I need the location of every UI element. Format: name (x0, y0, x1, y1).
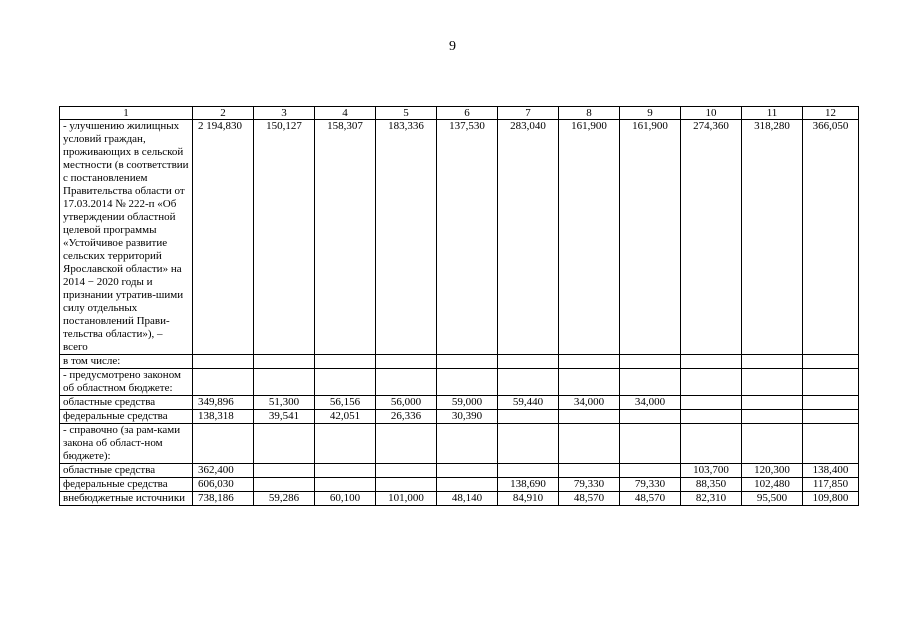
value-cell: 318,280 (742, 120, 803, 355)
column-number: 11 (742, 107, 803, 120)
value-cell (620, 464, 681, 478)
value-cell (803, 410, 859, 424)
budget-table (59, 106, 859, 506)
value-cell: 79,330 (620, 478, 681, 492)
column-number: 7 (498, 107, 559, 120)
value-cell: 362,400 (193, 464, 254, 478)
value-cell: 48,570 (620, 492, 681, 506)
value-cell: 60,100 (315, 492, 376, 506)
value-cell: 137,530 (437, 120, 498, 355)
value-cell: 109,800 (803, 492, 859, 506)
value-cell (437, 369, 498, 396)
value-cell: 274,360 (681, 120, 742, 355)
value-cell (315, 355, 376, 369)
value-cell (559, 355, 620, 369)
value-cell (742, 396, 803, 410)
value-cell (193, 424, 254, 464)
value-cell (803, 355, 859, 369)
value-cell (315, 369, 376, 396)
value-cell (742, 355, 803, 369)
column-number: 12 (803, 107, 859, 120)
column-number: 4 (315, 107, 376, 120)
value-cell (437, 478, 498, 492)
value-cell (498, 369, 559, 396)
value-cell (437, 424, 498, 464)
column-number: 10 (681, 107, 742, 120)
value-cell: 138,318 (193, 410, 254, 424)
value-cell (742, 410, 803, 424)
value-cell: 59,440 (498, 396, 559, 410)
value-cell: 101,000 (376, 492, 437, 506)
column-number: 9 (620, 107, 681, 120)
value-cell: 738,186 (193, 492, 254, 506)
value-cell: 51,300 (254, 396, 315, 410)
value-cell: 283,040 (498, 120, 559, 355)
value-cell: 161,900 (559, 120, 620, 355)
value-cell (315, 478, 376, 492)
value-cell: 117,850 (803, 478, 859, 492)
row-label: областные средства (60, 396, 193, 410)
row-label: областные средства (60, 464, 193, 478)
value-cell: 59,286 (254, 492, 315, 506)
value-cell (742, 424, 803, 464)
value-cell (254, 478, 315, 492)
value-cell (559, 424, 620, 464)
table-row (60, 478, 859, 492)
value-cell (315, 424, 376, 464)
value-cell: 120,300 (742, 464, 803, 478)
value-cell: 158,307 (315, 120, 376, 355)
page-number: 9 (449, 39, 456, 54)
value-cell (254, 424, 315, 464)
table-row (60, 492, 859, 506)
value-cell (193, 369, 254, 396)
value-cell: 82,310 (681, 492, 742, 506)
value-cell: 84,910 (498, 492, 559, 506)
value-cell: 606,030 (193, 478, 254, 492)
row-label: внебюджетные источники (60, 492, 193, 506)
column-number: 3 (254, 107, 315, 120)
table-body (60, 120, 859, 506)
table-row (60, 424, 859, 464)
value-cell (437, 355, 498, 369)
value-cell (681, 355, 742, 369)
value-cell (376, 464, 437, 478)
row-label: - справочно (за рам-ками закона об област-ном бюджете): (60, 424, 193, 464)
value-cell: 34,000 (620, 396, 681, 410)
value-cell (620, 424, 681, 464)
value-cell (803, 369, 859, 396)
value-cell: 95,500 (742, 492, 803, 506)
value-cell: 138,400 (803, 464, 859, 478)
column-number: 8 (559, 107, 620, 120)
column-number: 5 (376, 107, 437, 120)
value-cell (376, 369, 437, 396)
table-row (60, 396, 859, 410)
value-cell (681, 410, 742, 424)
value-cell (376, 355, 437, 369)
value-cell (803, 396, 859, 410)
row-label: федеральные средства (60, 478, 193, 492)
value-cell: 103,700 (681, 464, 742, 478)
value-cell: 34,000 (559, 396, 620, 410)
value-cell: 88,350 (681, 478, 742, 492)
value-cell (254, 355, 315, 369)
value-cell (254, 464, 315, 478)
row-label: - улучшению жилищных условий граждан, проживающих в сельской местности (в соответствии с постановлением Правительства области от 17.03.2014 № 222-п «Об утверждении областной целевой программы «Устойчивое развитие сельских территорий Ярославской области» на 2014 − 2020 годы и признании утратив-шими силу отдельных постановлений Прави-тельства области»), – всего (60, 120, 193, 355)
value-cell: 366,050 (803, 120, 859, 355)
value-cell: 150,127 (254, 120, 315, 355)
value-cell: 56,000 (376, 396, 437, 410)
value-cell: 183,336 (376, 120, 437, 355)
value-cell: 138,690 (498, 478, 559, 492)
value-cell (803, 424, 859, 464)
value-cell (559, 410, 620, 424)
value-cell: 39,541 (254, 410, 315, 424)
value-cell (681, 424, 742, 464)
value-cell (193, 355, 254, 369)
value-cell: 161,900 (620, 120, 681, 355)
value-cell: 48,570 (559, 492, 620, 506)
table-row (60, 410, 859, 424)
value-cell (498, 424, 559, 464)
value-cell: 26,336 (376, 410, 437, 424)
value-cell (315, 464, 376, 478)
value-cell (620, 410, 681, 424)
value-cell: 349,896 (193, 396, 254, 410)
value-cell: 2 194,830 (193, 120, 254, 355)
value-cell (620, 369, 681, 396)
value-cell (681, 369, 742, 396)
table-row (60, 369, 859, 396)
column-number: 6 (437, 107, 498, 120)
table-row (60, 120, 859, 355)
row-label: федеральные средства (60, 410, 193, 424)
column-number: 2 (193, 107, 254, 120)
value-cell: 48,140 (437, 492, 498, 506)
column-number: 1 (60, 107, 193, 120)
value-cell: 30,390 (437, 410, 498, 424)
value-cell (681, 396, 742, 410)
row-label: - предусмотрено законом об областном бюджете: (60, 369, 193, 396)
row-label: в том числе: (60, 355, 193, 369)
value-cell: 79,330 (559, 478, 620, 492)
value-cell (254, 369, 315, 396)
header-row (60, 107, 859, 120)
value-cell: 59,000 (437, 396, 498, 410)
value-cell (620, 355, 681, 369)
value-cell (437, 464, 498, 478)
value-cell (559, 369, 620, 396)
value-cell (498, 355, 559, 369)
value-cell (498, 464, 559, 478)
value-cell: 102,480 (742, 478, 803, 492)
value-cell: 56,156 (315, 396, 376, 410)
table-row (60, 464, 859, 478)
value-cell: 42,051 (315, 410, 376, 424)
value-cell (498, 410, 559, 424)
value-cell (742, 369, 803, 396)
value-cell (376, 478, 437, 492)
value-cell (376, 424, 437, 464)
table-row (60, 355, 859, 369)
value-cell (559, 464, 620, 478)
